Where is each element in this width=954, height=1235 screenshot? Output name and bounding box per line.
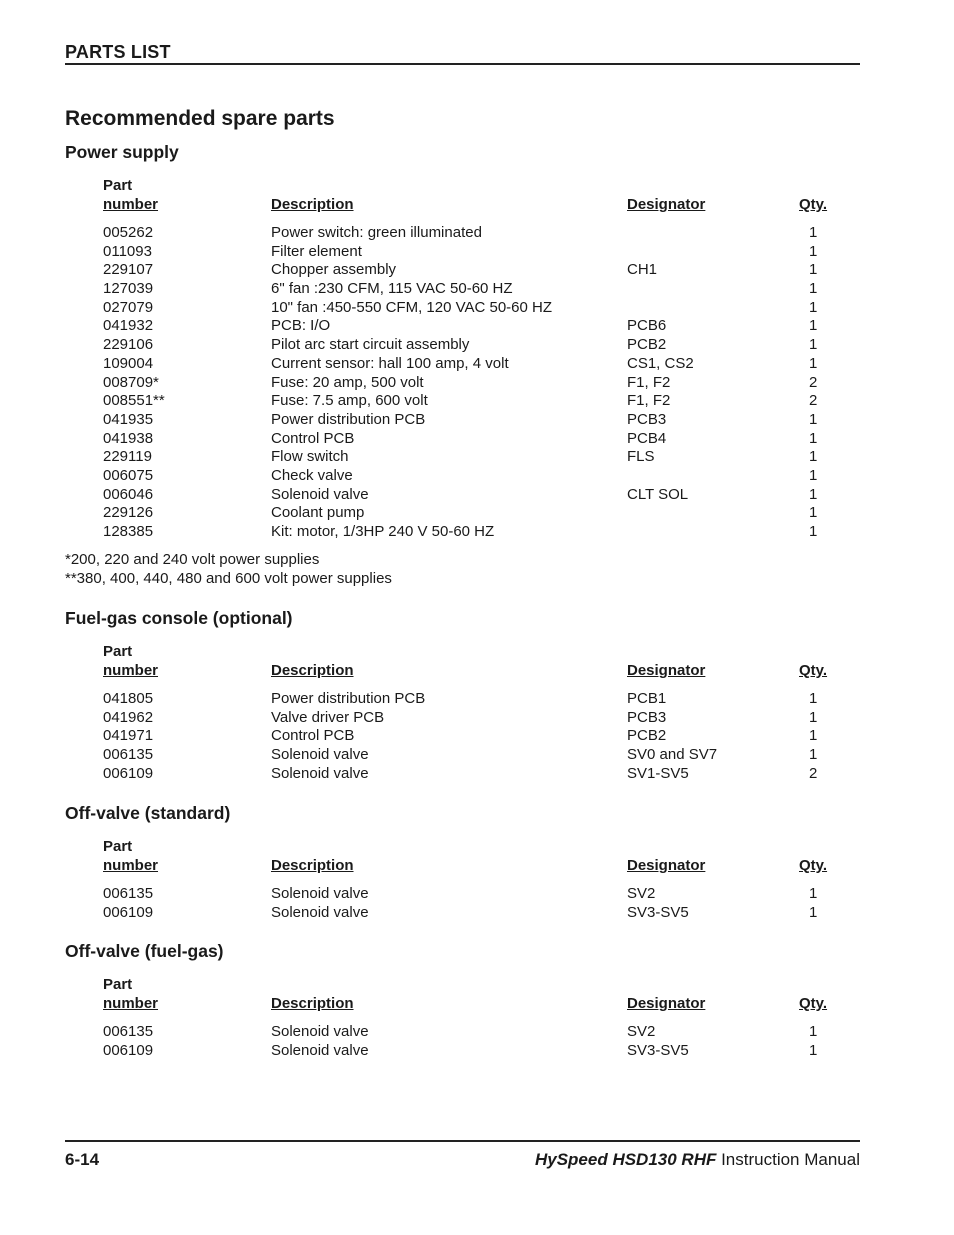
table-row xyxy=(103,504,833,523)
part-number-cell: 006046 xyxy=(103,485,154,503)
col-header-qty: Qty. xyxy=(799,995,828,1012)
designator-cell: PCB2 xyxy=(627,336,667,354)
designator-cell: F1, F2 xyxy=(627,392,671,410)
table-row xyxy=(103,448,833,467)
description-cell: Solenoid valve xyxy=(271,903,369,921)
designator-cell: PCB2 xyxy=(627,727,667,745)
description-cell: Pilot arc start circuit assembly xyxy=(271,336,470,354)
part-number-cell: 006135 xyxy=(103,1023,154,1040)
qty-cell: 1 xyxy=(809,336,818,354)
qty-cell: 1 xyxy=(809,690,818,707)
qty-cell: 1 xyxy=(809,1023,818,1040)
col-header-number: number xyxy=(103,196,159,213)
manual-title xyxy=(535,1150,860,1170)
table-row xyxy=(103,411,833,430)
col-header-designator: Designator xyxy=(627,995,706,1012)
col-header-number: number xyxy=(103,662,159,679)
section-title-off-valve-standard: Off-valve (standard) xyxy=(65,803,231,823)
page-number: 6-14 xyxy=(65,1150,100,1169)
qty-cell: 2 xyxy=(809,764,818,782)
table-body xyxy=(103,690,833,783)
designator-cell: CH1 xyxy=(627,261,658,279)
table-row xyxy=(103,885,833,904)
table-body xyxy=(103,224,833,542)
part-number-cell: 229126 xyxy=(103,504,154,522)
table-row xyxy=(103,224,833,243)
table-body xyxy=(103,1023,833,1060)
description-cell: Fuse: 7.5 amp, 600 volt xyxy=(271,392,428,410)
col-header-part: Part xyxy=(103,177,133,194)
col-header-description: Description xyxy=(271,857,354,874)
table-row xyxy=(103,486,833,505)
designator-cell: CS1, CS2 xyxy=(627,354,694,372)
table-row xyxy=(103,280,833,299)
qty-cell: 1 xyxy=(809,429,818,447)
col-header-number: number xyxy=(103,995,159,1012)
designator-cell: CLT SOL xyxy=(627,485,689,503)
designator-cell: F1, F2 xyxy=(627,373,671,391)
table-row xyxy=(103,243,833,262)
section-header: PARTS LIST xyxy=(65,42,171,62)
description-cell: 10" fan :450-550 CFM, 120 VAC 50-60 HZ xyxy=(271,298,553,316)
designator-cell: SV1-SV5 xyxy=(627,764,689,782)
qty-cell: 1 xyxy=(809,242,818,260)
section-title-fuel-gas-console: Fuel-gas console (optional) xyxy=(65,608,293,628)
description-cell: Solenoid valve xyxy=(271,764,369,782)
qty-cell: 1 xyxy=(809,466,818,484)
part-number-cell: 127039 xyxy=(103,280,154,298)
table-row xyxy=(103,690,833,709)
part-number-cell: 008709* xyxy=(103,373,159,391)
col-header-designator: Designator xyxy=(627,662,706,679)
table-row xyxy=(103,746,833,765)
table-row xyxy=(103,727,833,746)
table-row xyxy=(103,392,833,411)
part-number-cell: 041962 xyxy=(103,708,154,726)
part-number-cell: 006109 xyxy=(103,1041,154,1059)
qty-cell: 1 xyxy=(809,903,818,921)
description-cell: Solenoid valve xyxy=(271,885,369,902)
qty-cell: 1 xyxy=(809,746,818,764)
col-header-description: Description xyxy=(271,196,354,213)
part-number-cell: 006135 xyxy=(103,885,154,902)
table-row xyxy=(103,355,833,374)
qty-cell: 1 xyxy=(809,504,818,522)
part-number-cell: 109004 xyxy=(103,354,154,372)
designator-cell: SV3-SV5 xyxy=(627,903,689,921)
qty-cell: 1 xyxy=(809,261,818,279)
designator-cell: FLS xyxy=(627,448,655,466)
part-number-cell: 006135 xyxy=(103,746,154,764)
description-cell: Power switch: green illuminated xyxy=(271,224,482,241)
header-rule xyxy=(65,63,860,65)
designator-cell: PCB3 xyxy=(627,410,667,428)
description-cell: Filter element xyxy=(271,242,362,260)
description-cell: Solenoid valve xyxy=(271,1023,369,1040)
part-number-cell: 041938 xyxy=(103,429,154,447)
col-header-number: number xyxy=(103,857,159,874)
table-row xyxy=(103,1042,833,1061)
designator-cell: PCB3 xyxy=(627,708,667,726)
qty-cell: 1 xyxy=(809,727,818,745)
table-row xyxy=(103,430,833,449)
manual-suffix: Instruction Manual xyxy=(716,1150,860,1169)
part-number-cell: 128385 xyxy=(103,523,154,540)
col-header-description: Description xyxy=(271,995,354,1012)
section-title-off-valve-fuel-gas: Off-valve (fuel-gas) xyxy=(65,941,224,961)
table-row xyxy=(103,261,833,280)
qty-cell: 1 xyxy=(809,448,818,466)
product-name: HySpeed HSD130 RHF xyxy=(534,1150,717,1169)
footer-rule xyxy=(65,1140,860,1142)
description-cell: Solenoid valve xyxy=(271,485,369,503)
designator-cell: SV0 and SV7 xyxy=(627,746,718,764)
qty-cell: 1 xyxy=(809,885,818,902)
description-cell: Control PCB xyxy=(271,429,355,447)
designator-cell: SV2 xyxy=(627,885,656,902)
qty-cell: 1 xyxy=(809,523,818,540)
description-cell: Check valve xyxy=(271,466,353,484)
designator-cell: SV2 xyxy=(627,1023,656,1040)
designator-cell: PCB6 xyxy=(627,317,667,335)
description-cell: Solenoid valve xyxy=(271,746,369,764)
description-cell: Power distribution PCB xyxy=(271,690,426,707)
qty-cell: 1 xyxy=(809,354,818,372)
col-header-part: Part xyxy=(103,838,133,855)
table-row xyxy=(103,765,833,784)
part-number-cell: 006075 xyxy=(103,466,154,484)
part-number-cell: 041935 xyxy=(103,410,154,428)
part-number-cell: 229119 xyxy=(103,448,152,466)
part-number-cell: 027079 xyxy=(103,298,154,316)
table-row xyxy=(103,467,833,486)
description-cell: PCB: I/O xyxy=(271,317,331,335)
description-cell: 6" fan :230 CFM, 115 VAC 50-60 HZ xyxy=(271,280,513,298)
designator-cell: SV3-SV5 xyxy=(627,1041,689,1059)
col-header-qty: Qty. xyxy=(799,196,828,213)
qty-cell: 1 xyxy=(809,708,818,726)
col-header-part: Part xyxy=(103,643,133,660)
qty-cell: 1 xyxy=(809,410,818,428)
part-number-cell: 041932 xyxy=(103,317,154,335)
designator-cell: PCB4 xyxy=(627,429,667,447)
qty-cell: 1 xyxy=(809,224,818,241)
section-title-power-supply: Power supply xyxy=(65,142,179,162)
description-cell: Solenoid valve xyxy=(271,1041,369,1059)
description-cell: Control PCB xyxy=(271,727,355,745)
table-body xyxy=(103,885,833,922)
col-header-designator: Designator xyxy=(627,196,706,213)
table-row xyxy=(103,904,833,923)
col-header-qty: Qty. xyxy=(799,662,828,679)
table-row xyxy=(103,1023,833,1042)
description-cell: Power distribution PCB xyxy=(271,410,426,428)
table-row xyxy=(103,709,833,728)
part-number-cell: 008551** xyxy=(103,392,165,410)
description-cell: Valve driver PCB xyxy=(271,708,385,726)
part-number-cell: 006109 xyxy=(103,764,154,782)
qty-cell: 1 xyxy=(809,298,818,316)
part-number-cell: 229107 xyxy=(103,261,154,279)
footnote-2: **380, 400, 440, 480 and 600 volt power supplies xyxy=(65,570,392,587)
table-row xyxy=(103,336,833,355)
page-title: Recommended spare parts xyxy=(65,107,335,130)
designator-cell: PCB1 xyxy=(627,690,667,707)
part-number-cell: 041805 xyxy=(103,690,154,707)
description-cell: Flow switch xyxy=(271,448,349,466)
qty-cell: 1 xyxy=(809,1041,818,1059)
qty-cell: 1 xyxy=(809,485,818,503)
part-number-cell: 229106 xyxy=(103,336,154,354)
description-cell: Fuse: 20 amp, 500 volt xyxy=(271,373,424,391)
qty-cell: 1 xyxy=(809,317,818,335)
table-row xyxy=(103,374,833,393)
part-number-cell: 011093 xyxy=(103,242,152,260)
table-row xyxy=(103,523,833,542)
part-number-cell: 041971 xyxy=(103,727,154,745)
col-header-designator: Designator xyxy=(627,857,706,874)
table-row xyxy=(103,299,833,318)
col-header-qty: Qty. xyxy=(799,857,828,874)
description-cell: Coolant pump xyxy=(271,504,365,522)
description-cell: Chopper assembly xyxy=(271,261,397,279)
col-header-description: Description xyxy=(271,662,354,679)
qty-cell: 1 xyxy=(809,280,818,298)
part-number-cell: 006109 xyxy=(103,903,154,921)
description-cell: Kit: motor, 1/3HP 240 V 50-60 HZ xyxy=(271,523,495,540)
description-cell: Current sensor: hall 100 amp, 4 volt xyxy=(271,354,509,372)
qty-cell: 2 xyxy=(809,392,818,410)
footnote-1: *200, 220 and 240 volt power supplies xyxy=(65,551,320,568)
col-header-part: Part xyxy=(103,976,133,993)
part-number-cell: 005262 xyxy=(103,224,154,241)
qty-cell: 2 xyxy=(809,373,818,391)
table-row xyxy=(103,317,833,336)
